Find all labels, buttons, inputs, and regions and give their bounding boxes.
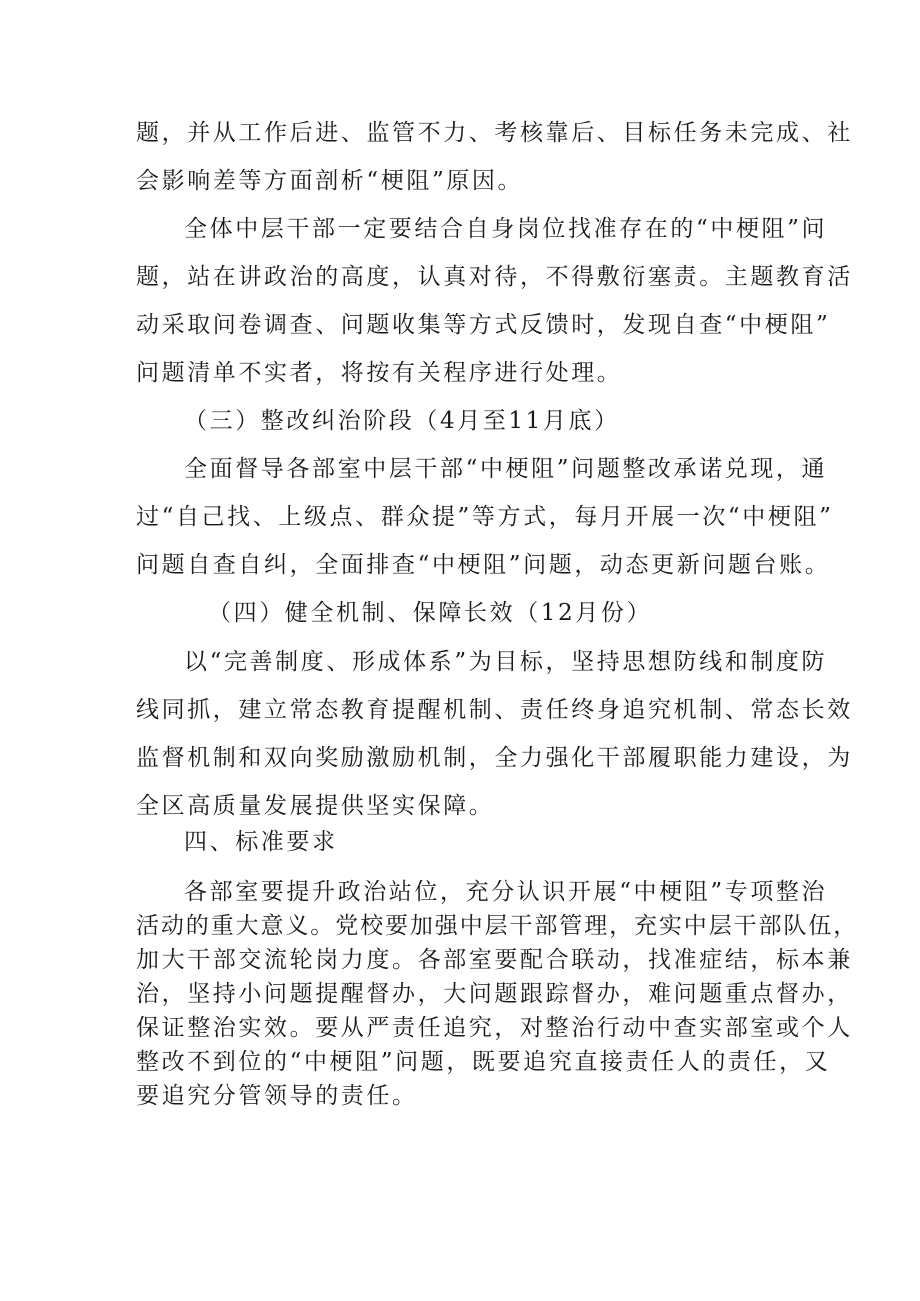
- para4-line-1: 以“完善制度、形成体系”为目标，坚持思想防线和制度防: [184, 649, 828, 675]
- section-4-title: 四、标准要求: [184, 829, 338, 855]
- para2-line-4: 问题清单不实者，将按有关程序进行处理。: [136, 360, 623, 386]
- para3-line-1: 全面督导各部室中层干部“中梗阻”问题整改承诺兑现，通: [184, 456, 828, 482]
- heading-phase-3: （三）整改纠治阶段（4月至11月底）: [184, 408, 620, 434]
- para3-line-2: 过“自己找、上级点、群众提”等方式，每月开展一次“中梗阻”: [136, 504, 834, 530]
- para5-line-7: 要追究分管领导的责任。: [136, 1083, 418, 1109]
- para5-line-4: 治，坚持小问题提醒督办，大问题跟踪督办，难问题重点督办，: [136, 981, 853, 1007]
- para1-line-1: 题，并从工作后进、监管不力、考核靠后、目标任务未完成、社: [136, 120, 853, 146]
- para2-line-2: 题，站在讲政治的高度，认真对待，不得敷衍塞责。主题教育活: [136, 264, 853, 290]
- para2-line-1: 全体中层干部一定要结合自身岗位找准存在的“中梗阻”问: [184, 216, 828, 242]
- para2-line-3: 动采取问卷调查、问题收集等方式反馈时，发现自查“中梗阻”: [136, 312, 831, 338]
- para5-line-5: 保证整治实效。要从严责任追究，对整治行动中查实部室或个人: [136, 1015, 853, 1041]
- heading-phase-4: （四）健全机制、保障长效（12月份）: [208, 600, 653, 626]
- para5-line-6: 整改不到位的“中梗阻”问题，既要追究直接责任人的责任，又: [136, 1049, 831, 1075]
- para1-line-2: 会影响差等方面剖析“梗阻”原因。: [136, 168, 524, 194]
- para5-line-3: 加大干部交流轮岗力度。各部室要配合联动，找准症结，标本兼: [136, 947, 853, 973]
- para3-line-3: 问题自查自纠，全面排查“中梗阻”问题，动态更新问题台账。: [136, 552, 831, 578]
- para4-line-2: 线同抓，建立常态教育提醒机制、责任终身追究机制、常态长效: [136, 697, 853, 723]
- para4-line-3: 监督机制和双向奖励激励机制，全力强化干部履职能力建设，为: [136, 745, 853, 771]
- para5-line-2: 活动的重大意义。党校要加强中层干部管理，充实中层干部队伍，: [136, 913, 859, 939]
- para4-line-4: 全区高质量发展提供坚实保障。: [136, 793, 495, 819]
- para5-line-1: 各部室要提升政治站位，充分认识开展“中梗阻”专项整治: [184, 879, 828, 905]
